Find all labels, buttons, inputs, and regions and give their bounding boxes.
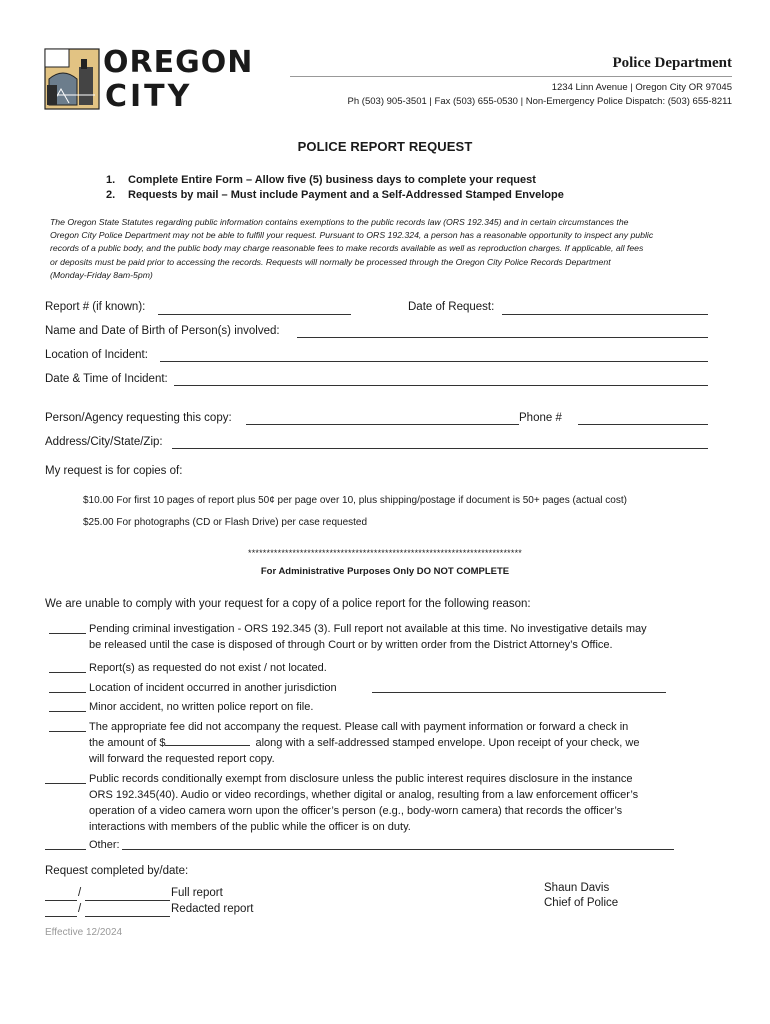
reason-5-checkline[interactable] bbox=[49, 731, 86, 732]
effective-date: Effective 12/2024 bbox=[45, 927, 123, 938]
logo-text-city: CITY bbox=[105, 79, 193, 111]
instruction-text: Requests by mail – Must include Payment and a Self-Addressed Stamped Envelope bbox=[128, 189, 564, 201]
reason-2-checkline[interactable] bbox=[49, 672, 86, 673]
reason-intro: We are unable to comply with your request for a copy of a police report for the following reason: bbox=[45, 598, 531, 610]
legal-intro bbox=[50, 216, 722, 282]
name-dob-field[interactable] bbox=[297, 337, 708, 338]
reason-text: be released until the case is disposed of through Court or by written order from the District Attorney’s Office. bbox=[89, 639, 613, 651]
reason-text: Pending criminal investigation - ORS 192.345 (3). Full report not available at this time. No investigative details may bbox=[89, 623, 647, 635]
date-of-request-field[interactable] bbox=[502, 314, 708, 315]
phone-label: Phone # bbox=[519, 412, 562, 424]
address-label: Address/City/State/Zip: bbox=[45, 436, 163, 448]
report-number-label: Report # (if known): bbox=[45, 301, 146, 313]
option-photographs[interactable]: $25.00 For photographs (CD or Flash Drive) per case requested bbox=[83, 517, 368, 528]
instruction-number: 2. bbox=[106, 189, 116, 201]
instruction-number: 1. bbox=[106, 174, 116, 186]
reason-not-exist: Report(s) as requested do not exist / not located. bbox=[89, 662, 327, 674]
option-report-copies[interactable]: $10.00 For first 10 pages of report plus 50¢ per page over 10, plus shipping/postage if document is 50+ pages (actual cost) bbox=[83, 495, 627, 506]
full-report-date-field[interactable] bbox=[85, 900, 170, 901]
reason-text: will forward the requested report copy. bbox=[89, 753, 275, 765]
datetime-label: Date & Time of Incident: bbox=[45, 373, 168, 385]
reason-7-checkline[interactable] bbox=[45, 849, 86, 850]
redacted-report-initials-field[interactable] bbox=[45, 916, 77, 917]
datetime-field[interactable] bbox=[174, 385, 708, 386]
department-phones: Ph (503) 905-3501 | Fax (503) 655-0530 | Non-Emergency Police Dispatch: (503) 655-8211 bbox=[347, 96, 732, 107]
instruction-text: Complete Entire Form – Allow five (5) business days to complete your request bbox=[128, 174, 536, 186]
redacted-report-date-field[interactable] bbox=[85, 916, 170, 917]
reason-minor-accident: Minor accident, no written police report on file. bbox=[89, 701, 314, 713]
location-label: Location of Incident: bbox=[45, 349, 148, 361]
reason-text bbox=[89, 735, 709, 751]
completed-by-label: Request completed by/date: bbox=[45, 865, 189, 877]
header-divider bbox=[290, 76, 732, 77]
instruction-2 bbox=[106, 189, 564, 201]
requester-label: Person/Agency requesting this copy: bbox=[45, 412, 232, 424]
intro-line: (Monday-Friday 8am-5pm) bbox=[50, 269, 153, 280]
full-report-label: Full report bbox=[171, 887, 223, 899]
instruction-1 bbox=[106, 174, 536, 186]
other-reason-field[interactable] bbox=[122, 849, 674, 850]
oregon-city-logo bbox=[43, 45, 268, 111]
reason-pending-investigation bbox=[89, 621, 647, 653]
intro-line: or deposits must be paid prior to accessing the records. Requests will normally be processed through the Oregon City Police Records Department bbox=[50, 256, 611, 267]
reason-text-part: the amount of $ bbox=[89, 737, 166, 749]
reason-other-jurisdiction: Location of incident occurred in another jurisdiction bbox=[89, 682, 337, 694]
slash: / bbox=[78, 903, 82, 915]
location-field[interactable] bbox=[160, 361, 708, 362]
department-title: Police Department bbox=[612, 55, 732, 71]
reason-text: Public records conditionally exempt from disclosure unless the public interest requires disclosure in the instance bbox=[89, 773, 633, 785]
signer-name: Shaun Davis bbox=[544, 882, 610, 894]
department-address: 1234 Linn Avenue | Oregon City OR 97045 bbox=[551, 82, 732, 93]
admin-heading: For Administrative Purposes Only DO NOT COMPLETE bbox=[260, 566, 510, 577]
signer-title: Chief of Police bbox=[544, 897, 619, 909]
reason-fee-missing bbox=[89, 719, 709, 767]
date-of-request-label: Date of Request: bbox=[408, 301, 495, 313]
reason-text: The appropriate fee did not accompany the request. Please call with payment information or forward a check in bbox=[89, 721, 629, 733]
name-dob-label: Name and Date of Birth of Person(s) involved: bbox=[45, 325, 280, 337]
reason-3-checkline[interactable] bbox=[49, 692, 86, 693]
slash: / bbox=[78, 887, 82, 899]
redacted-report-label: Redacted report bbox=[171, 903, 254, 915]
reason-text: ORS 192.345(40). Audio or video recordings, whether digital or analog, resulting from a law enforcement officer’s bbox=[89, 789, 639, 801]
report-number-field[interactable] bbox=[158, 314, 351, 315]
intro-line: records of a public body, and the public body may charge reasonable fees to make records available as well as reproduction charges. If applicable, all fees bbox=[50, 243, 644, 254]
copies-of-label: My request is for copies of: bbox=[45, 465, 183, 477]
section-divider-stars: ************************************************************************** bbox=[248, 548, 522, 558]
reason-6-checkline[interactable] bbox=[45, 783, 86, 784]
address-field[interactable] bbox=[172, 448, 708, 449]
logo-text-oregon: OREGON bbox=[103, 45, 254, 80]
intro-line: The Oregon State Statutes regarding public information contains exemptions to the public records law (ORS 192.345) and in certain circumstances the bbox=[50, 217, 629, 227]
reason-text: operation of a video camera worn upon the officer’s person (e.g., body-worn camera) that records the officer’s bbox=[89, 805, 623, 817]
phone-field[interactable] bbox=[578, 424, 708, 425]
jurisdiction-field[interactable] bbox=[372, 692, 666, 693]
reason-text-part: along with a self-addressed stamped envelope. Upon receipt of your check, we bbox=[255, 737, 640, 749]
intro-line: Oregon City Police Department may not be able to fulfill your request. Pursuant to ORS 192.324, a person has a reasonable opportunity to inspect any public bbox=[50, 230, 654, 241]
reason-4-checkline[interactable] bbox=[49, 711, 86, 712]
reason-text: interactions with members of the public while the officer is on duty. bbox=[89, 821, 411, 833]
fee-amount-field[interactable] bbox=[165, 735, 250, 746]
full-report-initials-field[interactable] bbox=[45, 900, 77, 901]
reason-other-label: Other: bbox=[89, 839, 120, 851]
reason-1-checkline[interactable] bbox=[49, 633, 86, 634]
reason-conditionally-exempt bbox=[89, 771, 709, 835]
requester-field[interactable] bbox=[246, 424, 519, 425]
form-title: POLICE REPORT REQUEST bbox=[297, 139, 473, 154]
